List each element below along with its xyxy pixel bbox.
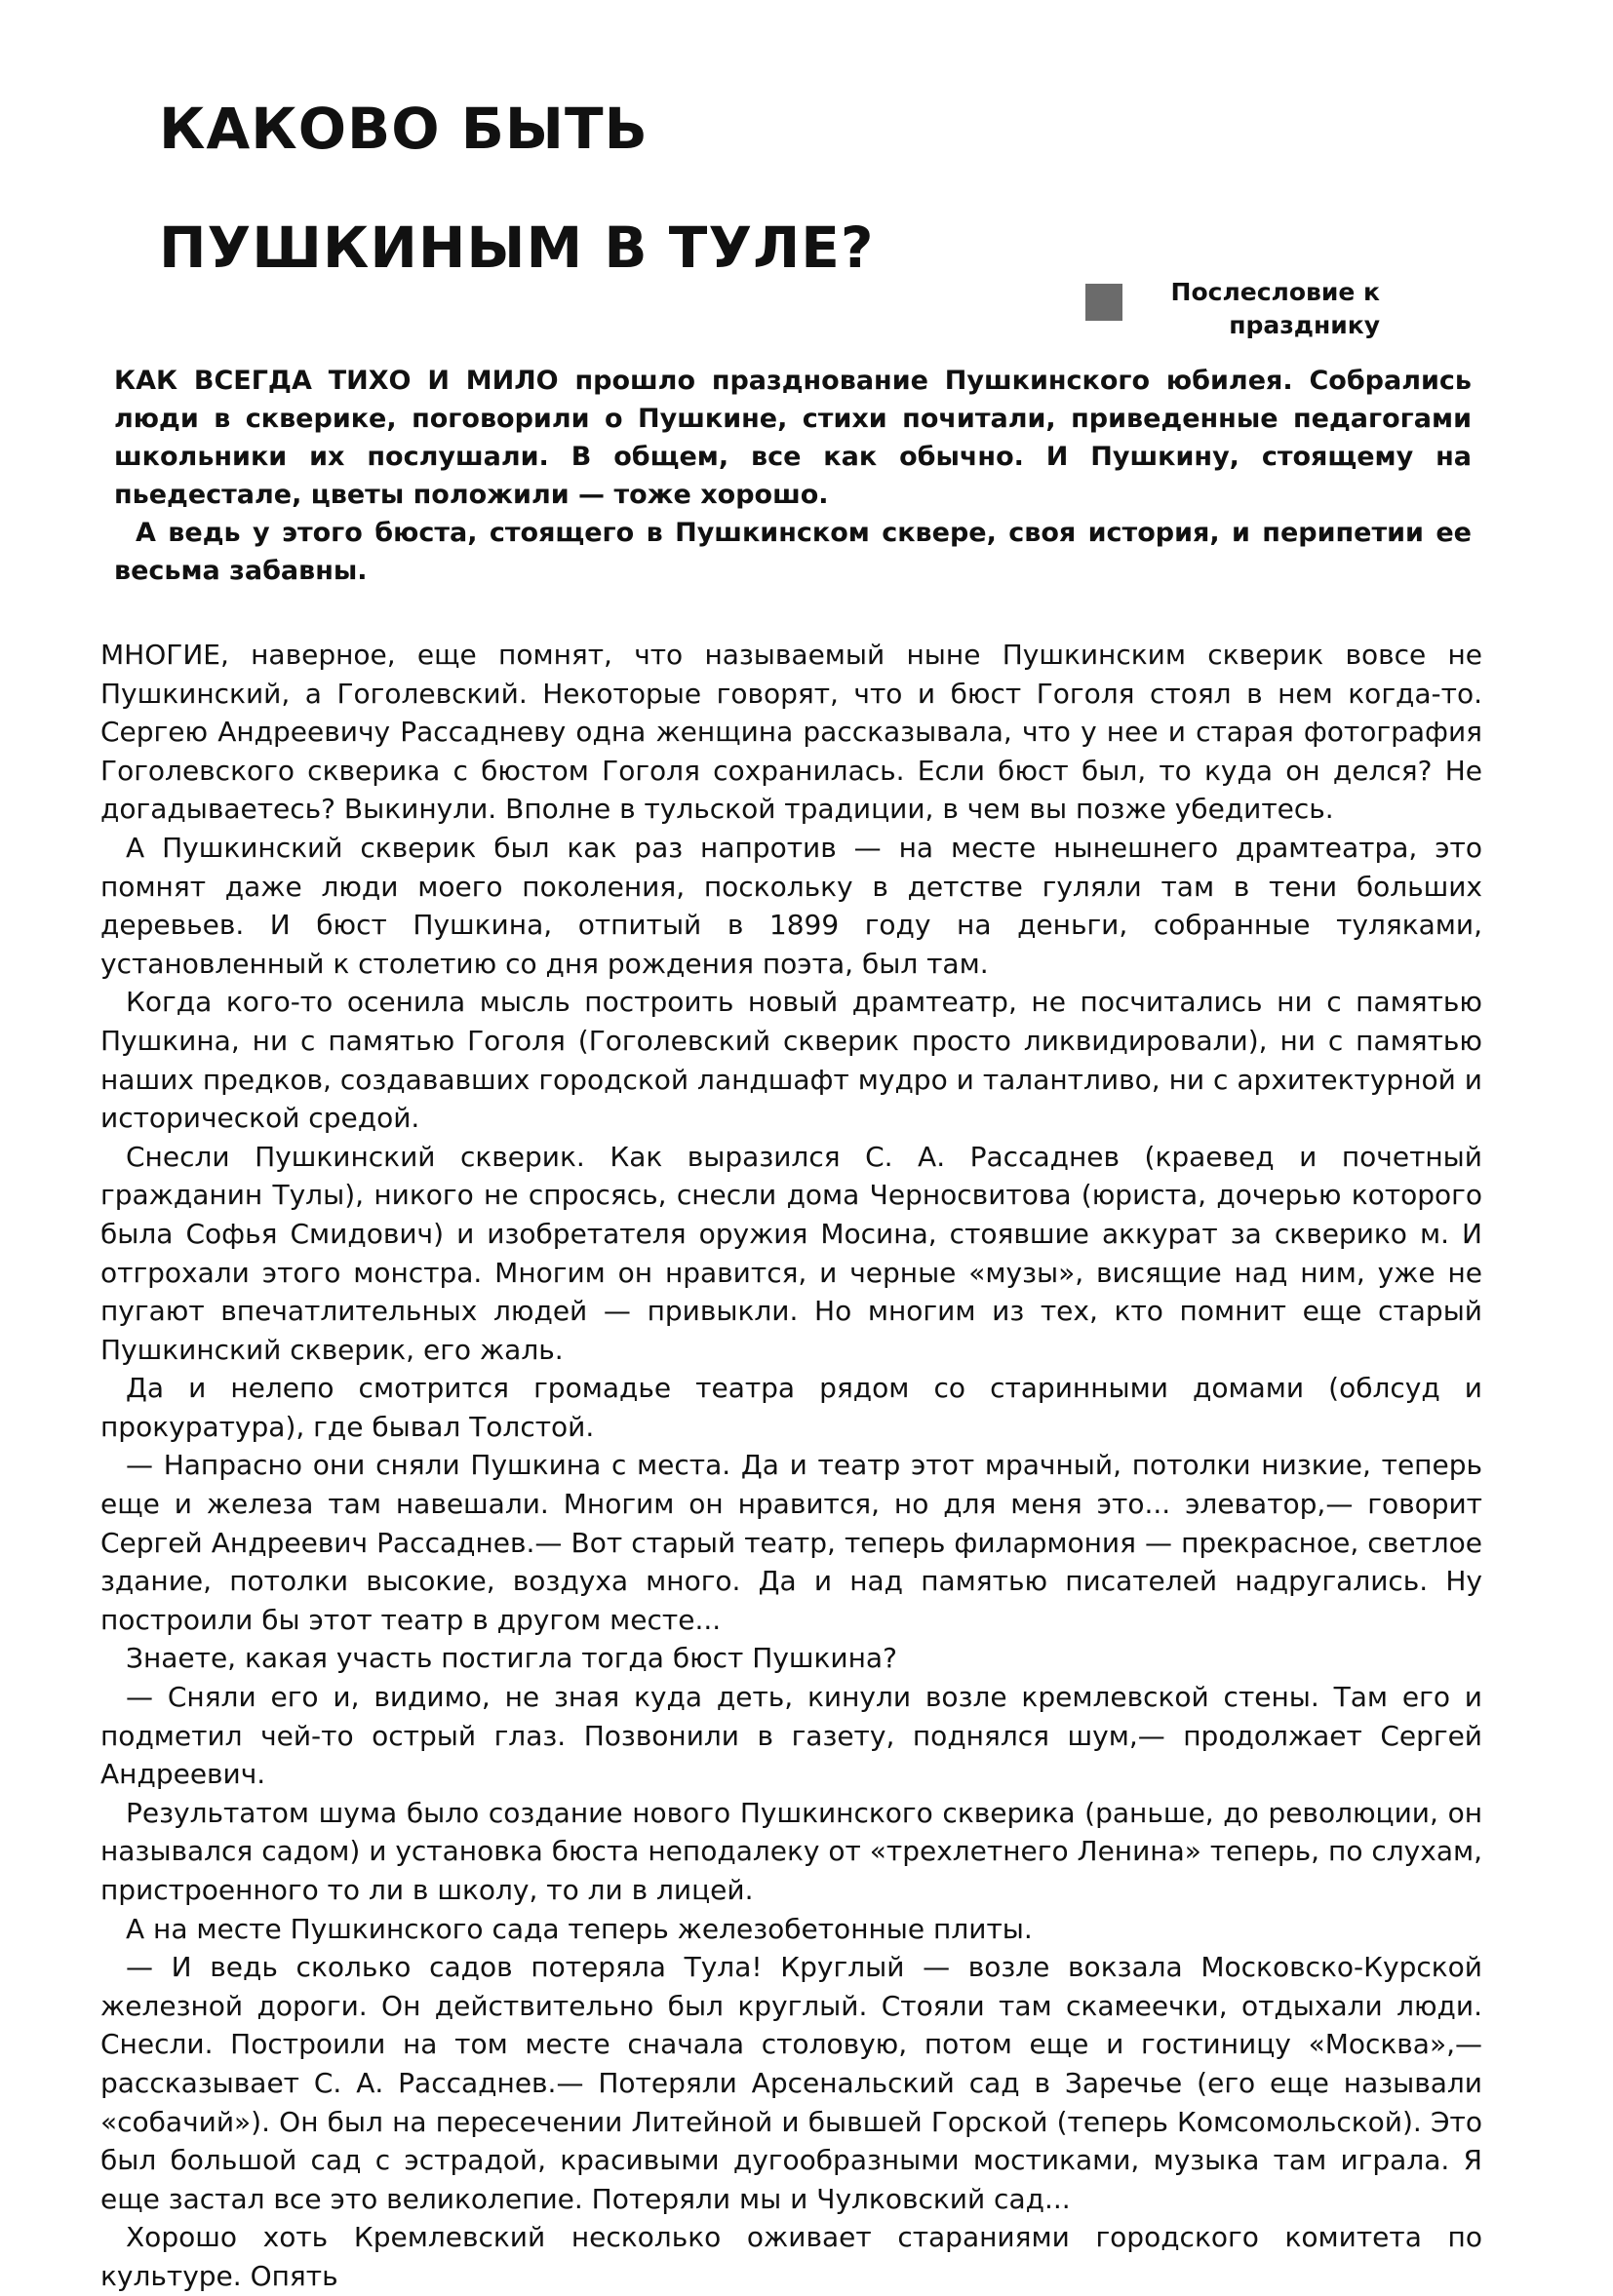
article-lead <box>114 362 1472 590</box>
body-paragraph-1: МНОГИЕ, наверное, еще помнят, что называемый ныне Пушкинским скверик вовсе не Пушкинский, а Гоголевский. Некоторые говорят, что и бюст Гоголя стоял в нем когда-то. Сергею Андреевичу Рассадневу одна женщина рассказывала, что у нее и старая фотография Гоголевского скверика с бюстом Гоголя сохранилась. Если бюст был, то куда он делся? Не догадываетесь? Выкинули. Вполне в тульской традиции, в чем вы позже убедитесь. <box>100 639 1482 826</box>
body-paragraph-10: А на месте Пушкинского сада теперь железобетонные плиты. <box>126 1912 1033 1945</box>
rubric-label: Послесловие к празднику <box>1170 278 1380 339</box>
rubric-square-icon <box>1085 284 1122 321</box>
article-title-line-2: ПУШКИНЫМ В ТУЛЕ? <box>159 214 875 281</box>
body-paragraph-11: — И ведь сколько садов потеряла Тула! Круглый — возле вокзала Московско-Курской железной дороги. Он действительно был круглый. Стояли там скамеечки, отдыхали люди. Снесли. Построили на том месте сначала столовую, потом еще и гостиницу «Москва»,— рассказывает С. А. Рассаднев.— Потеряли Арсенальский сад в Заречье (его еще называли «собачий»). Он был на пересечении Литейной и бывшей Горской (теперь Комсомольской). Это был большой сад с эстрадой, красивыми дугообразными мостиками, музыка там играла. Я еще застал все это великолепие. Потеряли мы и Чулковский сад... <box>100 1951 1482 2215</box>
body-paragraph-4: Снесли Пушкинский скверик. Как выразился С. А. Рассаднев (краевед и почетный гражданин Тулы), никого не спросясь, снесли дома Черносвитова (юриста, дочерью которого была Софья Смидович) и изобретателя оружия Мосина, стоявшие аккурат за скверико м. И отгрохали этого монстра. Многим он нравится, и черные «музы», висящие над ним, уже не пугают впечатлительных людей — привыкли. Но многим из тех, кто помнит еще старый Пушкинский скверик, его жаль. <box>100 1140 1482 1366</box>
article-body <box>100 636 1482 2296</box>
body-paragraph-2: А Пушкинский скверик был как раз напротив — на месте нынешнего драмтеатра, это помнят даже люди моего поколения, поскольку в детстве гуляли там в тени больших деревьев. И бюст Пушкина, отпитый в 1899 году на деньги, собранные туляками, установленный к столетию со дня рождения поэта, был там. <box>100 831 1482 980</box>
body-paragraph-9: Результатом шума было создание нового Пушкинского скверика (раньше, до революции, он назывался садом) и установка бюста неподалеку от «трехлетнего Ленина» теперь, по слухам, пристроенного то ли в школу, то ли в лицей. <box>100 1796 1482 1906</box>
lead-paragraph-2: А ведь у этого бюста, стоящего в Пушкинском сквере, своя история, и перипетии ее весьма забавны. <box>114 518 1472 586</box>
article-title-line-1: КАКОВО БЫТЬ <box>159 96 649 162</box>
body-paragraph-12: Хорошо хоть Кремлевский несколько оживает стараниями городского комитета по культуре. Опять <box>100 2221 1482 2292</box>
body-paragraph-7: Знаете, какая участь постигла тогда бюст Пушкина? <box>126 1642 897 1675</box>
body-paragraph-3: Когда кого-то осенила мысль построить новый драмтеатр, не посчитались ни с памятью Пушкина, ни с памятью Гоголя (Гоголевский скверик просто ликвидировали), ни с памятью наших предков, создававших городской ландшафт мудро и талантливо, ни с архитектурной и исторической средой. <box>100 986 1482 1135</box>
body-paragraph-5: Да и нелепо смотрится громадье театра рядом со старинными домами (облсуд и прокуратура), где бывал Толстой. <box>100 1372 1482 1443</box>
body-paragraph-8: — Сняли его и, видимо, не зная куда деть, кинули возле кремлевской стены. Там его и подметил чей-то острый глаз. Позвонили в газету, поднялся шум,— продолжает Сергей Андреевич. <box>100 1681 1482 1791</box>
lead-paragraph-1: КАК ВСЕГДА ТИХО И МИЛО прошло празднование Пушкинского юбилея. Собрались люди в скверике, поговорили о Пушкине, стихи почитали, приведенные педагогами школьники их послушали. В общем, все как обычно. И Пушкину, стоящему на пьедестале, цветы положили — тоже хорошо. <box>114 366 1472 510</box>
body-paragraph-6: — Напрасно они сняли Пушкина с места. Да и театр этот мрачный, потолки низкие, теперь еще и железа там навешали. Многим он нравится, но для меня это... элеватор,— говорит Сергей Андреевич Рассаднев.— Вот старый театр, теперь филармония — прекрасное, светлое здание, потолки высокие, воздуха много. Да и над памятью писателей надругались. Ну построили бы этот театр в другом месте... <box>100 1449 1482 1636</box>
